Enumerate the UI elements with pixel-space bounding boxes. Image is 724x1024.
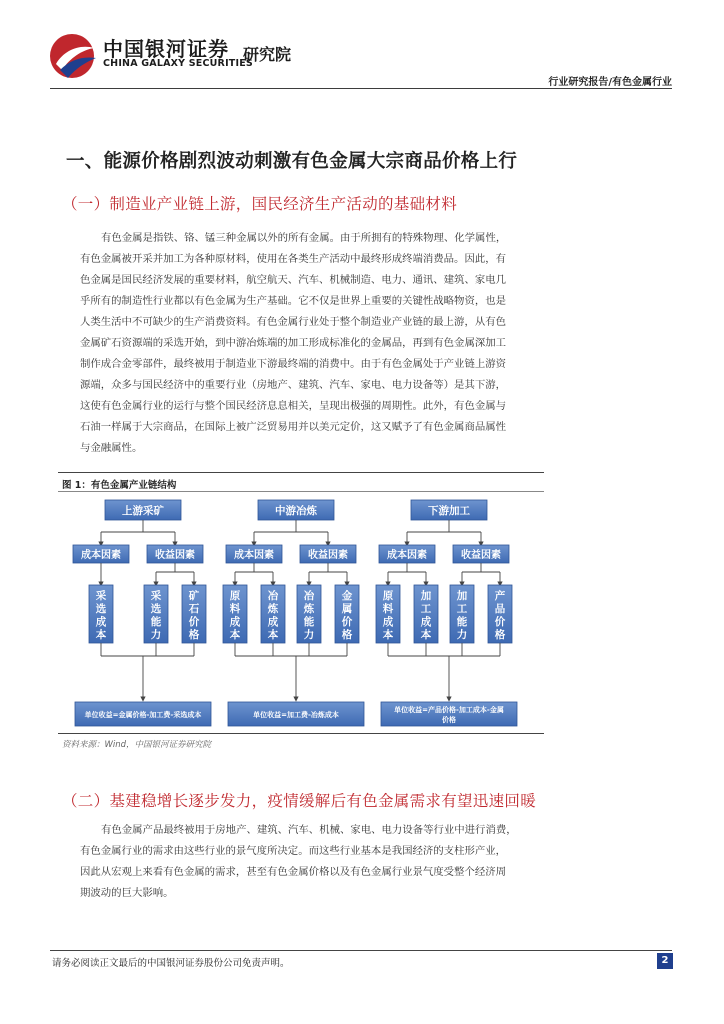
figure-source: 资料来源：Wind，中国银河证券研究院 [62,740,212,750]
company-name-en: CHINA GALAXY SECURITIES [103,58,253,69]
subsection-heading-2: （二）基建稳增长逐步发力，疫情缓解后有色金属需求有望迅速回暖 [62,792,537,810]
factor-item-label: 冶炼能力 [303,590,315,641]
factor-item-label: 产品价格 [494,590,506,641]
factor-item-label: 金属价格 [341,590,353,641]
stage-label: 下游加工 [428,505,470,517]
paragraph-line: 有色金属是指铁、铬、锰三种金属以外的所有金属。由于所拥有的特殊物理、化学属性， [101,232,507,244]
factor-item-label: 原料成本 [229,590,241,641]
section-heading: 一、能源价格剧烈波动刺激有色金属大宗商品价格上行 [66,151,518,172]
page-number: 2 [657,953,673,969]
figure-top-rule [58,472,544,473]
header-divider [50,88,672,89]
formula-label: 价格 [442,716,456,724]
diagram-root [73,500,517,726]
footer-divider [50,950,672,951]
paragraph-line: 有色金属被开采并加工为各种原材料，使用在各类生产活动中最终形成终端消费品。因此，有 [80,253,507,265]
figure-title: 图 1：有色金属产业链结构 [62,480,177,491]
institute-label: 研究院 [243,45,292,64]
factor-item-label: 冶炼成本 [267,590,279,641]
income-factor-label: 收益因素 [461,550,501,561]
paragraph-line: 有色金属产品最终被用于房地产、建筑、汽车、机械、家电、电力设备等行业中进行消费， [101,824,517,836]
paragraph-line: 因此从宏观上来看有色金属的需求，甚至有色金属价格以及有色金属行业景气度受整个经济周 [80,866,507,878]
paragraph-2 [80,820,560,904]
subsection-heading-1: （一）制造业产业链上游，国民经济生产活动的基础材料 [62,195,458,213]
company-logo-icon [46,30,98,82]
factor-item-label: 原料成本 [382,590,394,641]
factor-item-label: 加工成本 [420,590,432,641]
breadcrumb: 行业研究报告/有色金属行业 [548,77,672,88]
income-factor-label: 收益因素 [308,550,348,561]
paragraph-line: 有色金属行业的需求由这些行业的景气度所决定。而这些行业基本是我国经济的支柱形产业， [80,845,507,857]
footer-disclaimer: 请务必阅读正文最后的中国银河证券股份公司免责声明。 [52,958,290,969]
formula-label: 单位收益=加工费-冶炼成本 [253,711,339,719]
company-name-cn: 中国银河证券 [103,37,229,61]
cost-factor-label: 成本因素 [387,550,427,561]
paragraph-line: 这使有色金属行业的运行与整个国民经济息息相关，呈现出极强的周期性。此外，有色金属与 [80,400,507,412]
income-factor-label: 收益因素 [155,550,195,561]
paragraph-line: 金属矿石资源端的采选开始，到中游冶炼端的加工形成标准化的金属品，再到有色金属深加工 [80,337,507,349]
paragraph-line: 人类生活中不可缺少的生产消费资料。有色金属行业处于整个制造业产业链的最上游，从有色 [80,316,507,328]
stage-label: 上游采矿 [122,505,164,517]
factor-item-label: 矿石价格 [188,590,200,641]
paragraph-line: 源端，众多与国民经济中的重要行业（房地产、建筑、汽车、家电、电力设备等）是其下游， [80,379,507,391]
industry-chain-diagram [58,492,544,732]
industry-chain-svg [58,492,544,732]
factor-item-label: 加工能力 [456,590,468,641]
cost-factor-label: 成本因素 [234,550,274,561]
figure-bottom-rule [58,733,544,734]
factor-item-label: 采选成本 [95,590,107,641]
formula-label: 单位收益=金属价格-加工费-采选成本 [84,711,202,719]
paragraph-line: 期波动的巨大影响。 [80,887,174,899]
paragraph-line: 乎所有的制造性行业都以有色金属为生产基础。它不仅是世界上重要的关键性战略物资，也是 [80,295,507,307]
stage-label: 中游冶炼 [275,505,317,517]
paragraph-line: 制作成合金零部件，最终被用于制造业下游最终端的消费中。由于有色金属处于产业链上游资 [80,358,507,370]
paragraph-line: 与金融属性。 [80,442,143,454]
formula-label: 单位收益=产品价格-加工成本-金属 [394,706,504,714]
cost-factor-label: 成本因素 [81,550,121,561]
factor-item-label: 采选能力 [150,590,162,641]
paragraph-line: 石油一样属于大宗商品，在国际上被广泛贸易用并以美元定价，这又赋予了有色金属商品属性 [80,421,507,433]
paragraph-1 [80,228,560,459]
paragraph-line: 色金属是国民经济发展的重要材料，航空航天、汽车、机械制造、电力、通讯、建筑、家电几 [80,274,507,286]
